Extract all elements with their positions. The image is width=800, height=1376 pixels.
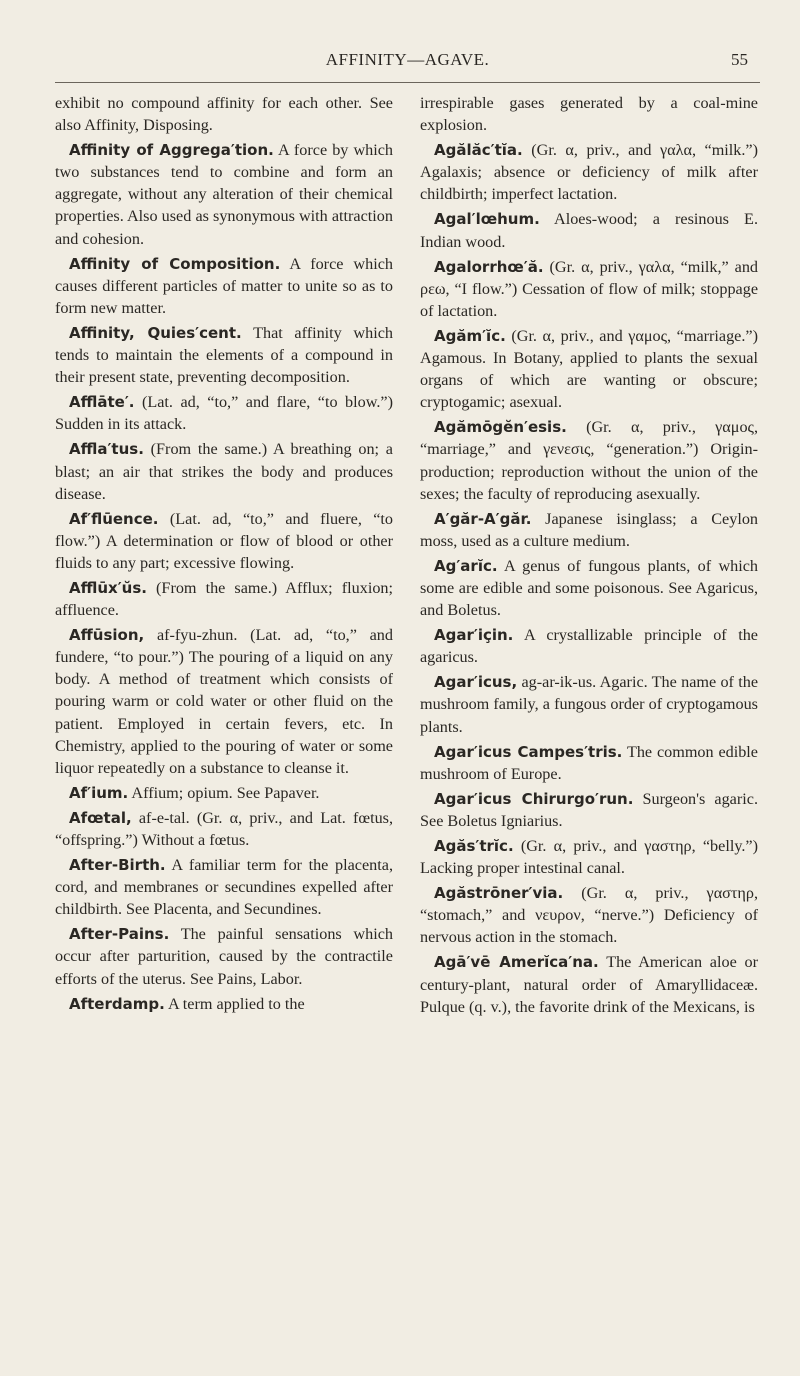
entry-definition: (Gr. α, priv., γαμος, “marriage,” and γενεσις, “generation.”) Origin-production; reproduction without the union of the sexes; the faculty of reproducing asexually.	[420, 418, 759, 503]
entry-headword: Agar′icus Campes′tris.	[434, 742, 623, 761]
page-header	[55, 50, 760, 78]
entry-definition: af-e-tal. (Gr. α, priv., and Lat. fœtus, “offspring.”) Without a fœtus.	[55, 808, 394, 849]
entry-definition: (Lat. ad, “to,” and fluere, “to flow.”) A determination or flow of blood or other fluids to any part; excessive flowing.	[55, 509, 394, 572]
entry-definition: (Gr. α, priv., and γαμος, “marriage.”) Agamous. In Botany, applied to plants the sexual organs of which are wanting or obscure; cryptogamic; asexual.	[420, 326, 758, 412]
dictionary-entry	[55, 92, 393, 136]
dictionary-entry	[55, 923, 393, 989]
entry-headword: Agăstrōner′via.	[434, 884, 564, 903]
entry-definition: (Gr. α, priv., and γαλα, “milk.”) Agalaxis; absence or deficiency of milk after childbirth; imperfect lactation.	[420, 141, 759, 204]
dictionary-entry	[55, 577, 393, 621]
header-rule	[55, 82, 760, 83]
dictionary-entry	[55, 508, 393, 574]
dictionary-entry	[55, 854, 393, 920]
left-column	[55, 92, 393, 1018]
entry-headword: Afflāte′.	[69, 393, 135, 412]
entry-headword: Affūsion,	[69, 626, 145, 645]
entry-headword: Affinity, Quies′cent.	[69, 323, 242, 342]
page-number: 55	[731, 50, 748, 69]
entry-definition: Surgeon's agaric. See Boletus Igniarius.	[420, 789, 758, 830]
dictionary-entry	[420, 882, 758, 948]
entry-headword: Af′flūence.	[69, 509, 159, 528]
entry-definition: (Lat. ad, “to,” and flare, “to blow.”) Sudden in its attack.	[55, 393, 393, 434]
entry-definition: A genus of fungous plants, of which some are edible and some poisonous. See Agaricus, and Boletus.	[420, 556, 759, 620]
entry-headword: Agălăc′tĭa.	[434, 141, 523, 160]
dictionary-entry	[420, 139, 758, 205]
entry-definition: (Gr. α, priv., and γαστηρ, “belly.”) Lacking proper intestinal canal.	[420, 837, 758, 878]
dictionary-entry	[420, 208, 758, 252]
entry-definition: Japanese isinglass; a Ceylon moss, used as a culture medium.	[420, 509, 759, 550]
entry-definition: irrespirable gases generated by a coal-mine explosion.	[420, 94, 758, 135]
dictionary-entry	[420, 92, 758, 136]
dictionary-entry	[55, 782, 393, 804]
dictionary-entry	[420, 951, 758, 1017]
entry-headword: Afœtal,	[69, 808, 132, 827]
dictionary-entry	[420, 325, 758, 413]
entry-headword: Agămōgĕn′esis.	[434, 418, 567, 437]
entry-definition: That affinity which tends to maintain the elements of a compound in their present state, preventing decomposition.	[55, 323, 393, 387]
entry-headword: Afflūx′ŭs.	[69, 578, 147, 597]
entry-headword: Agăs′trĭc.	[434, 837, 514, 855]
dictionary-entry	[420, 624, 758, 668]
dictionary-entry	[420, 835, 758, 879]
entry-definition: A force which causes different particles of matter to unite so as to form new matter.	[55, 254, 393, 317]
entry-headword: A′găr-A′găr.	[434, 509, 532, 528]
entry-definition: A force by which two substances tend to combine and form an aggregate, without any alteration of their chemical properties. Also used as synonymous with attraction and cohesion.	[55, 141, 393, 248]
dictionary-entry	[55, 993, 393, 1015]
dictionary-entry	[420, 671, 758, 737]
entry-headword: After-Pains.	[69, 925, 170, 944]
dictionary-entry	[420, 555, 758, 621]
entry-definition: (Gr. α, priv., γαλα, “milk,” and ρεω, “I flow.”) Cessation of flow of milk; stoppage of lactation.	[420, 257, 759, 320]
dictionary-entry	[55, 253, 393, 319]
entry-headword: Agalorrhœ′ă.	[434, 257, 544, 276]
entry-headword: Agăm′ĭc.	[434, 326, 506, 345]
entry-definition: (Gr. α, priv., γαστηρ, “stomach,” and νευρον, “nerve.”) Deficiency of nervous action in the stomach.	[420, 884, 758, 947]
running-head: AFFINITY—AGAVE.	[325, 50, 490, 69]
entry-definition: The common edible mushroom of Europe.	[420, 742, 758, 783]
entry-headword: Agar′icus,	[434, 673, 518, 692]
entry-headword: Affinity of Aggrega′tion.	[69, 141, 274, 160]
dictionary-entry	[55, 807, 393, 851]
entry-headword: Affinity of Composition.	[69, 254, 281, 273]
entry-headword: Ag′arĭc.	[434, 556, 498, 575]
entry-headword: Afterdamp.	[69, 994, 165, 1013]
entry-definition: af-fyu-zhun. (Lat. ad, “to,” and fundere, “to pour.”) The pouring of a liquid on any body. A method of treatment which consists of pouring warm or cold water or other fluid on the patient. Employed in certain fevers, etc. In Chemistry, applied to the pouring of water or some liquor repeatedly on a substance to cleanse it.	[55, 626, 393, 777]
entry-definition: (From the same.) Afflux; fluxion; affluence.	[55, 578, 394, 620]
entry-definition: A familiar term for the placenta, cord, and membranes or secundines expelled after childbirth. See Placenta, and Secundines.	[55, 856, 393, 919]
entry-definition: The American aloe or century-plant, natural order of Amaryllidaceæ. Pulque (q. v.), the favorite drink of the Mexicans, is	[420, 953, 758, 1016]
dictionary-entry	[420, 741, 758, 785]
entry-definition: (From the same.) A breathing on; a blast; an air that strikes the body and produces disease.	[55, 440, 393, 503]
dictionary-entry	[55, 438, 393, 504]
entry-headword: Affla′tus.	[69, 440, 144, 459]
dictionary-entry	[55, 624, 393, 779]
dictionary-entry	[420, 256, 758, 322]
entry-headword: Af′ium.	[69, 783, 129, 802]
dictionary-entry	[55, 391, 393, 435]
entry-definition: A term applied to the	[167, 994, 305, 1013]
entry-definition: A crystallizable principle of the agaricus.	[420, 626, 758, 667]
dictionary-entry	[420, 788, 758, 832]
entry-headword: Agar′için.	[434, 626, 514, 645]
entry-headword: Agā′vē Amerĭca′na.	[434, 953, 599, 972]
entry-definition: The painful sensations which occur after parturition, caused by the contractile efforts of the uterus. See Pains, Labor.	[55, 925, 393, 988]
entry-headword: After-Birth.	[69, 856, 166, 875]
right-column	[420, 92, 758, 1021]
entry-definition: ag-ar-ik-us. Agaric. The name of the mushroom family, a fungous order of cryptogamous plants.	[420, 673, 759, 736]
dictionary-entry	[420, 416, 758, 504]
dictionary-entry	[420, 508, 758, 552]
dictionary-entry	[55, 322, 393, 388]
entry-definition: Affium; opium. See Papaver.	[131, 783, 320, 802]
entry-definition: Aloes-wood; a resinous E. Indian wood.	[420, 210, 758, 251]
entry-definition: exhibit no compound affinity for each other. See also Affinity, Disposing.	[55, 94, 393, 135]
dictionary-entry	[55, 139, 393, 249]
entry-headword: Agar′icus Chirurgo′run.	[434, 789, 634, 808]
entry-headword: Agal′lœhum.	[434, 210, 540, 229]
